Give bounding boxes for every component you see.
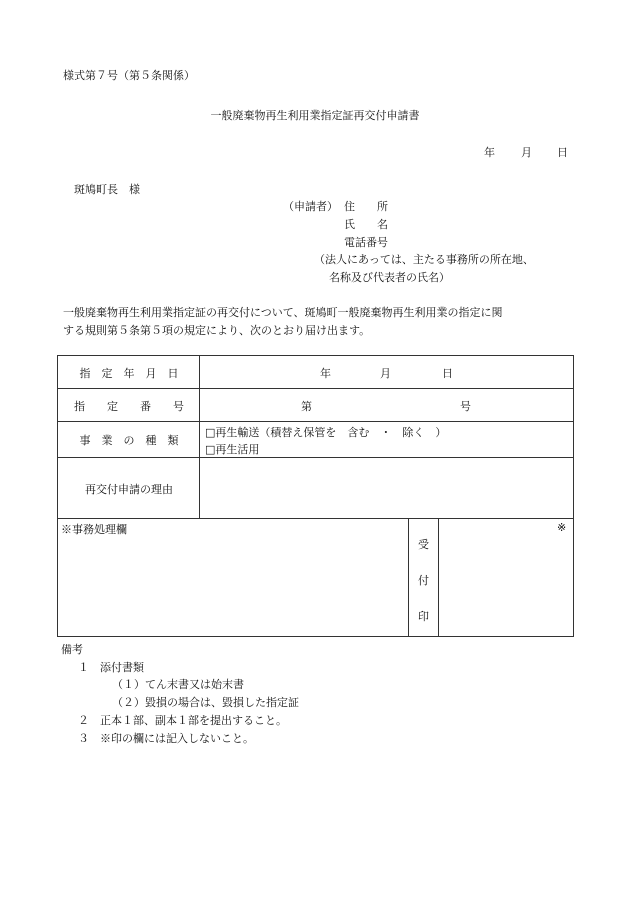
addressee: 斑鳩町長 様 xyxy=(74,183,140,196)
date-day-label: 日 xyxy=(557,146,568,159)
note-item-2: ２ 正本１部、副本１部を提出すること。 xyxy=(78,714,287,727)
form-number: 様式第７号（第５条関係） xyxy=(63,69,195,82)
receipt-char-3: 印 xyxy=(418,610,429,623)
designation-day: 日 xyxy=(442,367,453,380)
receipt-char-1: 受 xyxy=(418,538,429,551)
designation-number-go: 号 xyxy=(460,400,471,413)
business-type-option-reuse[interactable]: □再生活用 xyxy=(205,443,260,456)
date-year-label: 年 xyxy=(484,146,495,159)
reissue-reason-label: 再交付申請の理由 xyxy=(85,483,173,496)
receipt-column-left xyxy=(408,518,409,637)
reissue-reason-field[interactable] xyxy=(200,458,573,517)
applicant-prefix: （申請者） xyxy=(283,200,338,213)
designation-year: 年 xyxy=(320,367,331,380)
note-item-3: ３ ※印の欄には記入しないこと。 xyxy=(78,732,254,745)
row-divider xyxy=(57,388,574,389)
note-item-1: １ 添付書類 xyxy=(78,661,144,674)
corporate-note-line2: 名称及び代表者の氏名） xyxy=(329,271,450,284)
designation-number-label: 指 定 番 号 xyxy=(74,400,184,413)
designation-number-dai: 第 xyxy=(301,400,312,413)
note-item-1-sub2: （２）毀損の場合は、毀損した指定証 xyxy=(112,696,299,709)
business-type-label: 事 業 の 種 類 xyxy=(79,434,179,447)
office-use-label: ※事務処理欄 xyxy=(61,523,127,536)
designation-date-label: 指 定 年 月 日 xyxy=(79,367,179,380)
notes-heading: 備考 xyxy=(61,643,83,656)
body-text-line2: する規則第５条第５項の規定により、次のとおり届け出ます。 xyxy=(63,324,371,337)
body-text-line1: 一般廃棄物再生利用業指定証の再交付について、斑鳩町一般廃棄物再生利用業の指定に関 xyxy=(63,306,503,319)
phone-label: 電話番号 xyxy=(344,236,388,249)
receipt-char-2: 付 xyxy=(418,574,429,587)
receipt-column-right xyxy=(438,518,439,637)
corporate-note-line1: （法人にあっては、主たる事務所の所在地、 xyxy=(314,253,534,266)
office-use-mark: ※ xyxy=(557,521,567,534)
name-label: 氏 名 xyxy=(344,218,388,231)
note-item-1-sub1: （１）てん末書又は始末書 xyxy=(112,678,244,691)
row-divider xyxy=(57,421,574,422)
address-label: 住 所 xyxy=(344,200,388,213)
page-title: 一般廃棄物再生利用業指定証再交付申請書 xyxy=(210,109,420,122)
row-divider xyxy=(57,518,574,519)
date-month-label: 月 xyxy=(521,146,532,159)
designation-month: 月 xyxy=(380,367,391,380)
business-type-option-transport[interactable]: □再生輸送（積替え保管を 含む ・ 除く ） xyxy=(205,426,447,439)
